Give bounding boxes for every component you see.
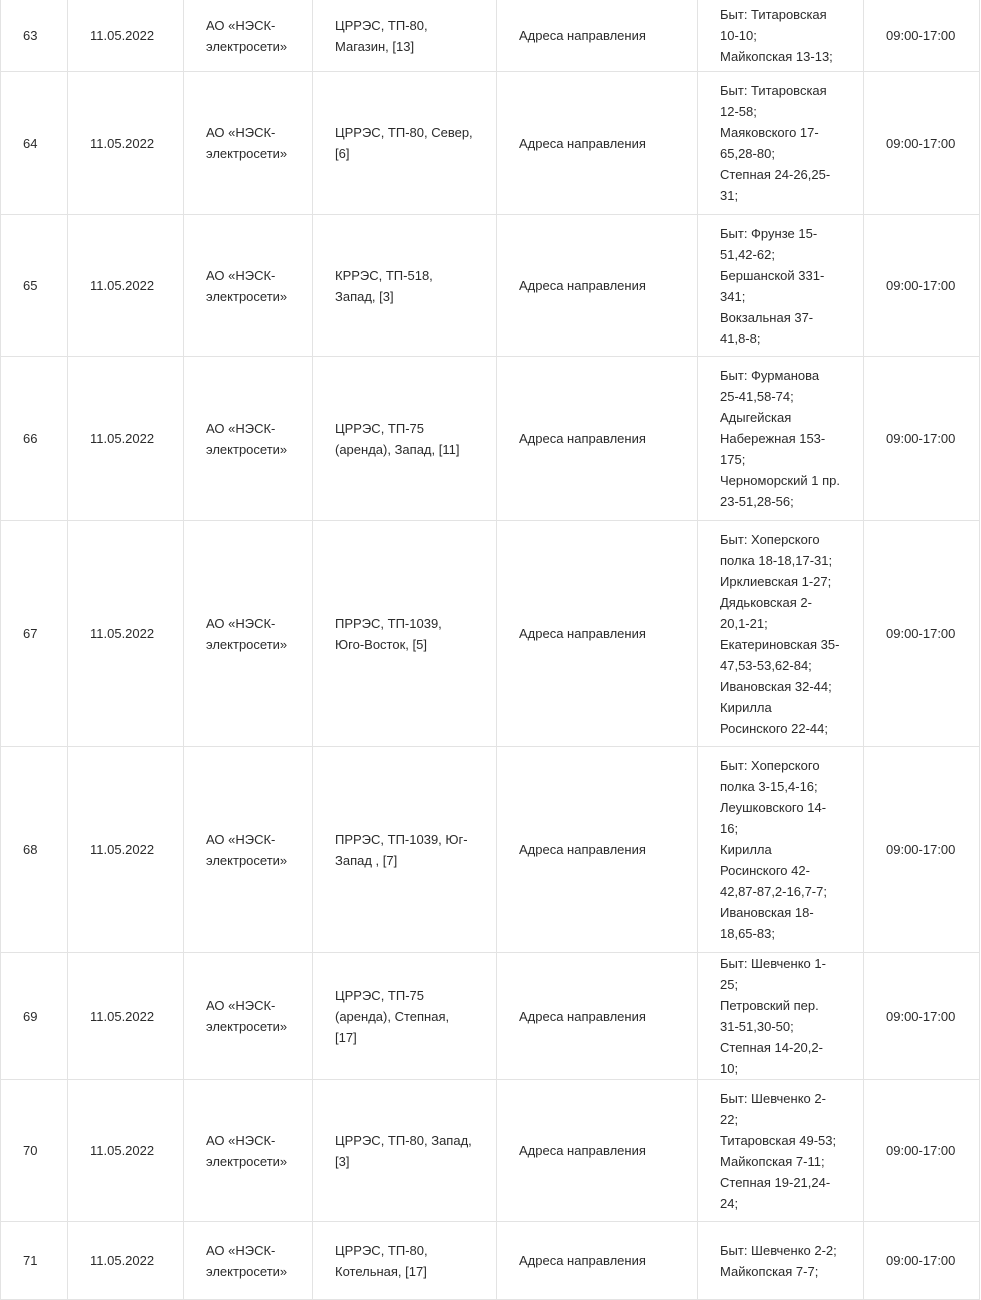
outage-time: 09:00-17:00 — [864, 0, 980, 72]
outage-object: ЦРРЭС, ТП-80, Запад, [3] — [313, 1080, 497, 1222]
outage-date: 11.05.2022 — [68, 1222, 184, 1300]
table-row — [1, 521, 980, 747]
outage-time: 09:00-17:00 — [864, 357, 980, 521]
organization-name: АО «НЭСК-электросети» — [184, 521, 313, 747]
address-list — [698, 1222, 864, 1300]
address-line: Степная 24-26,25-31; — [720, 167, 831, 203]
addresses-direction-link[interactable]: Адреса направления — [519, 1253, 646, 1268]
address-list — [698, 1080, 864, 1222]
table-row — [1, 1222, 980, 1300]
outage-date: 11.05.2022 — [68, 357, 184, 521]
addresses-direction-link[interactable]: Адреса направления — [519, 1143, 646, 1158]
address-line: Быт: Хоперского полка 18-18,17-31; — [720, 531, 833, 568]
addresses-direction-link[interactable]: Адреса направления — [519, 28, 646, 43]
addresses-link-cell — [497, 953, 698, 1080]
address-line: Быт: Шевченко 1-25; — [720, 956, 826, 992]
address-line: Быт: Титаровская 12-58; — [720, 83, 827, 119]
address-line: Быт: Фрунзе 15-51,42-62; — [720, 225, 818, 262]
address-line: Вокзальная 37-41,8-8; — [720, 309, 814, 346]
address-line: Кирилла Росинского 42-42,87-87,2-16,7-7; — [720, 842, 827, 899]
row-number: 69 — [1, 953, 68, 1080]
outage-date: 11.05.2022 — [68, 215, 184, 357]
addresses-link-cell — [497, 0, 698, 72]
addresses-direction-link[interactable]: Адреса направления — [519, 1008, 646, 1024]
address-line: Дядьковская 2-20,1-21; — [720, 594, 812, 631]
outage-date: 11.05.2022 — [68, 747, 184, 953]
table-body — [1, 0, 980, 1300]
addresses-link-cell — [497, 215, 698, 357]
outage-date: 11.05.2022 — [68, 1080, 184, 1222]
row-number: 71 — [1, 1222, 68, 1300]
outage-object: ЦРРЭС, ТП-75 (аренда), Запад, [11] — [313, 357, 497, 521]
address-line: Степная 19-21,24-24; — [720, 1174, 831, 1211]
address-line: Майкопская 13-13; — [720, 49, 833, 64]
organization-name: АО «НЭСК-электросети» — [184, 72, 313, 215]
table-row — [1, 747, 980, 953]
outage-time: 09:00-17:00 — [864, 1080, 980, 1222]
address-list — [698, 72, 864, 215]
outage-date: 11.05.2022 — [68, 953, 184, 1080]
row-number: 66 — [1, 357, 68, 521]
addresses-direction-link[interactable]: Адреса направления — [519, 431, 646, 446]
address-list — [698, 215, 864, 357]
address-list — [698, 0, 864, 72]
row-number: 64 — [1, 72, 68, 215]
address-line: Быт: Титаровская 10-10; — [720, 7, 827, 43]
address-line: Леушковского 14-16; — [720, 800, 827, 836]
outage-object: ЦРРЭС, ТП-80, Котельная, [17] — [313, 1222, 497, 1300]
address-line: Черноморский 1 пр. 23-51,28-56; — [720, 473, 840, 509]
address-line: Быт: Шевченко 2-22; — [720, 1090, 826, 1127]
address-line: Майкопская 7-11; — [720, 1153, 825, 1169]
row-number: 65 — [1, 215, 68, 357]
row-number: 63 — [1, 0, 68, 72]
address-line: Бершанской 331-341; — [720, 267, 825, 304]
addresses-direction-link[interactable]: Адреса направления — [519, 278, 646, 293]
outage-object: ЦРРЭС, ТП-80, Север, [6] — [313, 72, 497, 215]
address-list — [698, 747, 864, 953]
addresses-direction-link[interactable]: Адреса направления — [519, 135, 646, 151]
address-line: Степная 14-20,2-10; — [720, 1040, 823, 1076]
table-row — [1, 357, 980, 521]
outage-object: КРРЭС, ТП-518, Запад, [3] — [313, 215, 497, 357]
address-line: Ирклиевская 1-27; — [720, 573, 832, 589]
addresses-link-cell — [497, 72, 698, 215]
address-line: Адыгейская Набережная 153-175; — [720, 410, 826, 467]
row-number: 70 — [1, 1080, 68, 1222]
table-row — [1, 215, 980, 357]
addresses-link-cell — [497, 521, 698, 747]
outage-object: ПРРЭС, ТП-1039, Юг-Запад , [7] — [313, 747, 497, 953]
organization-name: АО «НЭСК-электросети» — [184, 357, 313, 521]
address-line: Быт: Шевченко 2-2; — [720, 1242, 837, 1258]
table-row — [1, 953, 980, 1080]
table-row — [1, 1080, 980, 1222]
address-line: Екатериновская 35-47,53-53,62-84; — [720, 636, 840, 673]
outage-object: ПРРЭС, ТП-1039, Юго-Восток, [5] — [313, 521, 497, 747]
organization-name: АО «НЭСК-электросети» — [184, 1222, 313, 1300]
outage-time: 09:00-17:00 — [864, 747, 980, 953]
address-line: Быт: Фурманова 25-41,58-74; — [720, 368, 820, 404]
address-line: Маяковского 17-65,28-80; — [720, 125, 819, 161]
organization-name: АО «НЭСК-электросети» — [184, 0, 313, 72]
addresses-link-cell — [497, 357, 698, 521]
address-line: Майкопская 7-7; — [720, 1263, 819, 1279]
addresses-direction-link[interactable]: Адреса направления — [519, 626, 646, 641]
address-line: Титаровская 49-53; — [720, 1132, 837, 1148]
address-line: Ивановская 32-44; — [720, 678, 832, 694]
address-list — [698, 357, 864, 521]
outage-time: 09:00-17:00 — [864, 521, 980, 747]
outage-object: ЦРРЭС, ТП-80, Магазин, [13] — [313, 0, 497, 72]
addresses-link-cell — [497, 1080, 698, 1222]
outage-time: 09:00-17:00 — [864, 215, 980, 357]
organization-name: АО «НЭСК-электросети» — [184, 1080, 313, 1222]
table-row — [1, 0, 980, 72]
outage-date: 11.05.2022 — [68, 521, 184, 747]
addresses-link-cell — [497, 747, 698, 953]
outage-time: 09:00-17:00 — [864, 72, 980, 215]
addresses-direction-link[interactable]: Адреса направления — [519, 842, 646, 857]
row-number: 67 — [1, 521, 68, 747]
addresses-link-cell — [497, 1222, 698, 1300]
address-line: Быт: Хоперского полка 3-15,4-16; — [720, 758, 820, 794]
address-line: Ивановская 18-18,65-83; — [720, 905, 814, 941]
row-number: 68 — [1, 747, 68, 953]
outage-date: 11.05.2022 — [68, 72, 184, 215]
address-line: Петровский пер. 31-51,30-50; — [720, 998, 819, 1034]
table-row — [1, 72, 980, 215]
outage-time: 09:00-17:00 — [864, 1222, 980, 1300]
organization-name: АО «НЭСК-электросети» — [184, 215, 313, 357]
address-list — [698, 953, 864, 1080]
outage-time: 09:00-17:00 — [864, 953, 980, 1080]
address-list — [698, 521, 864, 747]
address-line: Кирилла Росинского 22-44; — [720, 699, 828, 736]
organization-name: АО «НЭСК-электросети» — [184, 953, 313, 1080]
organization-name: АО «НЭСК-электросети» — [184, 747, 313, 953]
outage-date: 11.05.2022 — [68, 0, 184, 72]
outage-object: ЦРРЭС, ТП-75 (аренда), Степная, [17] — [313, 953, 497, 1080]
